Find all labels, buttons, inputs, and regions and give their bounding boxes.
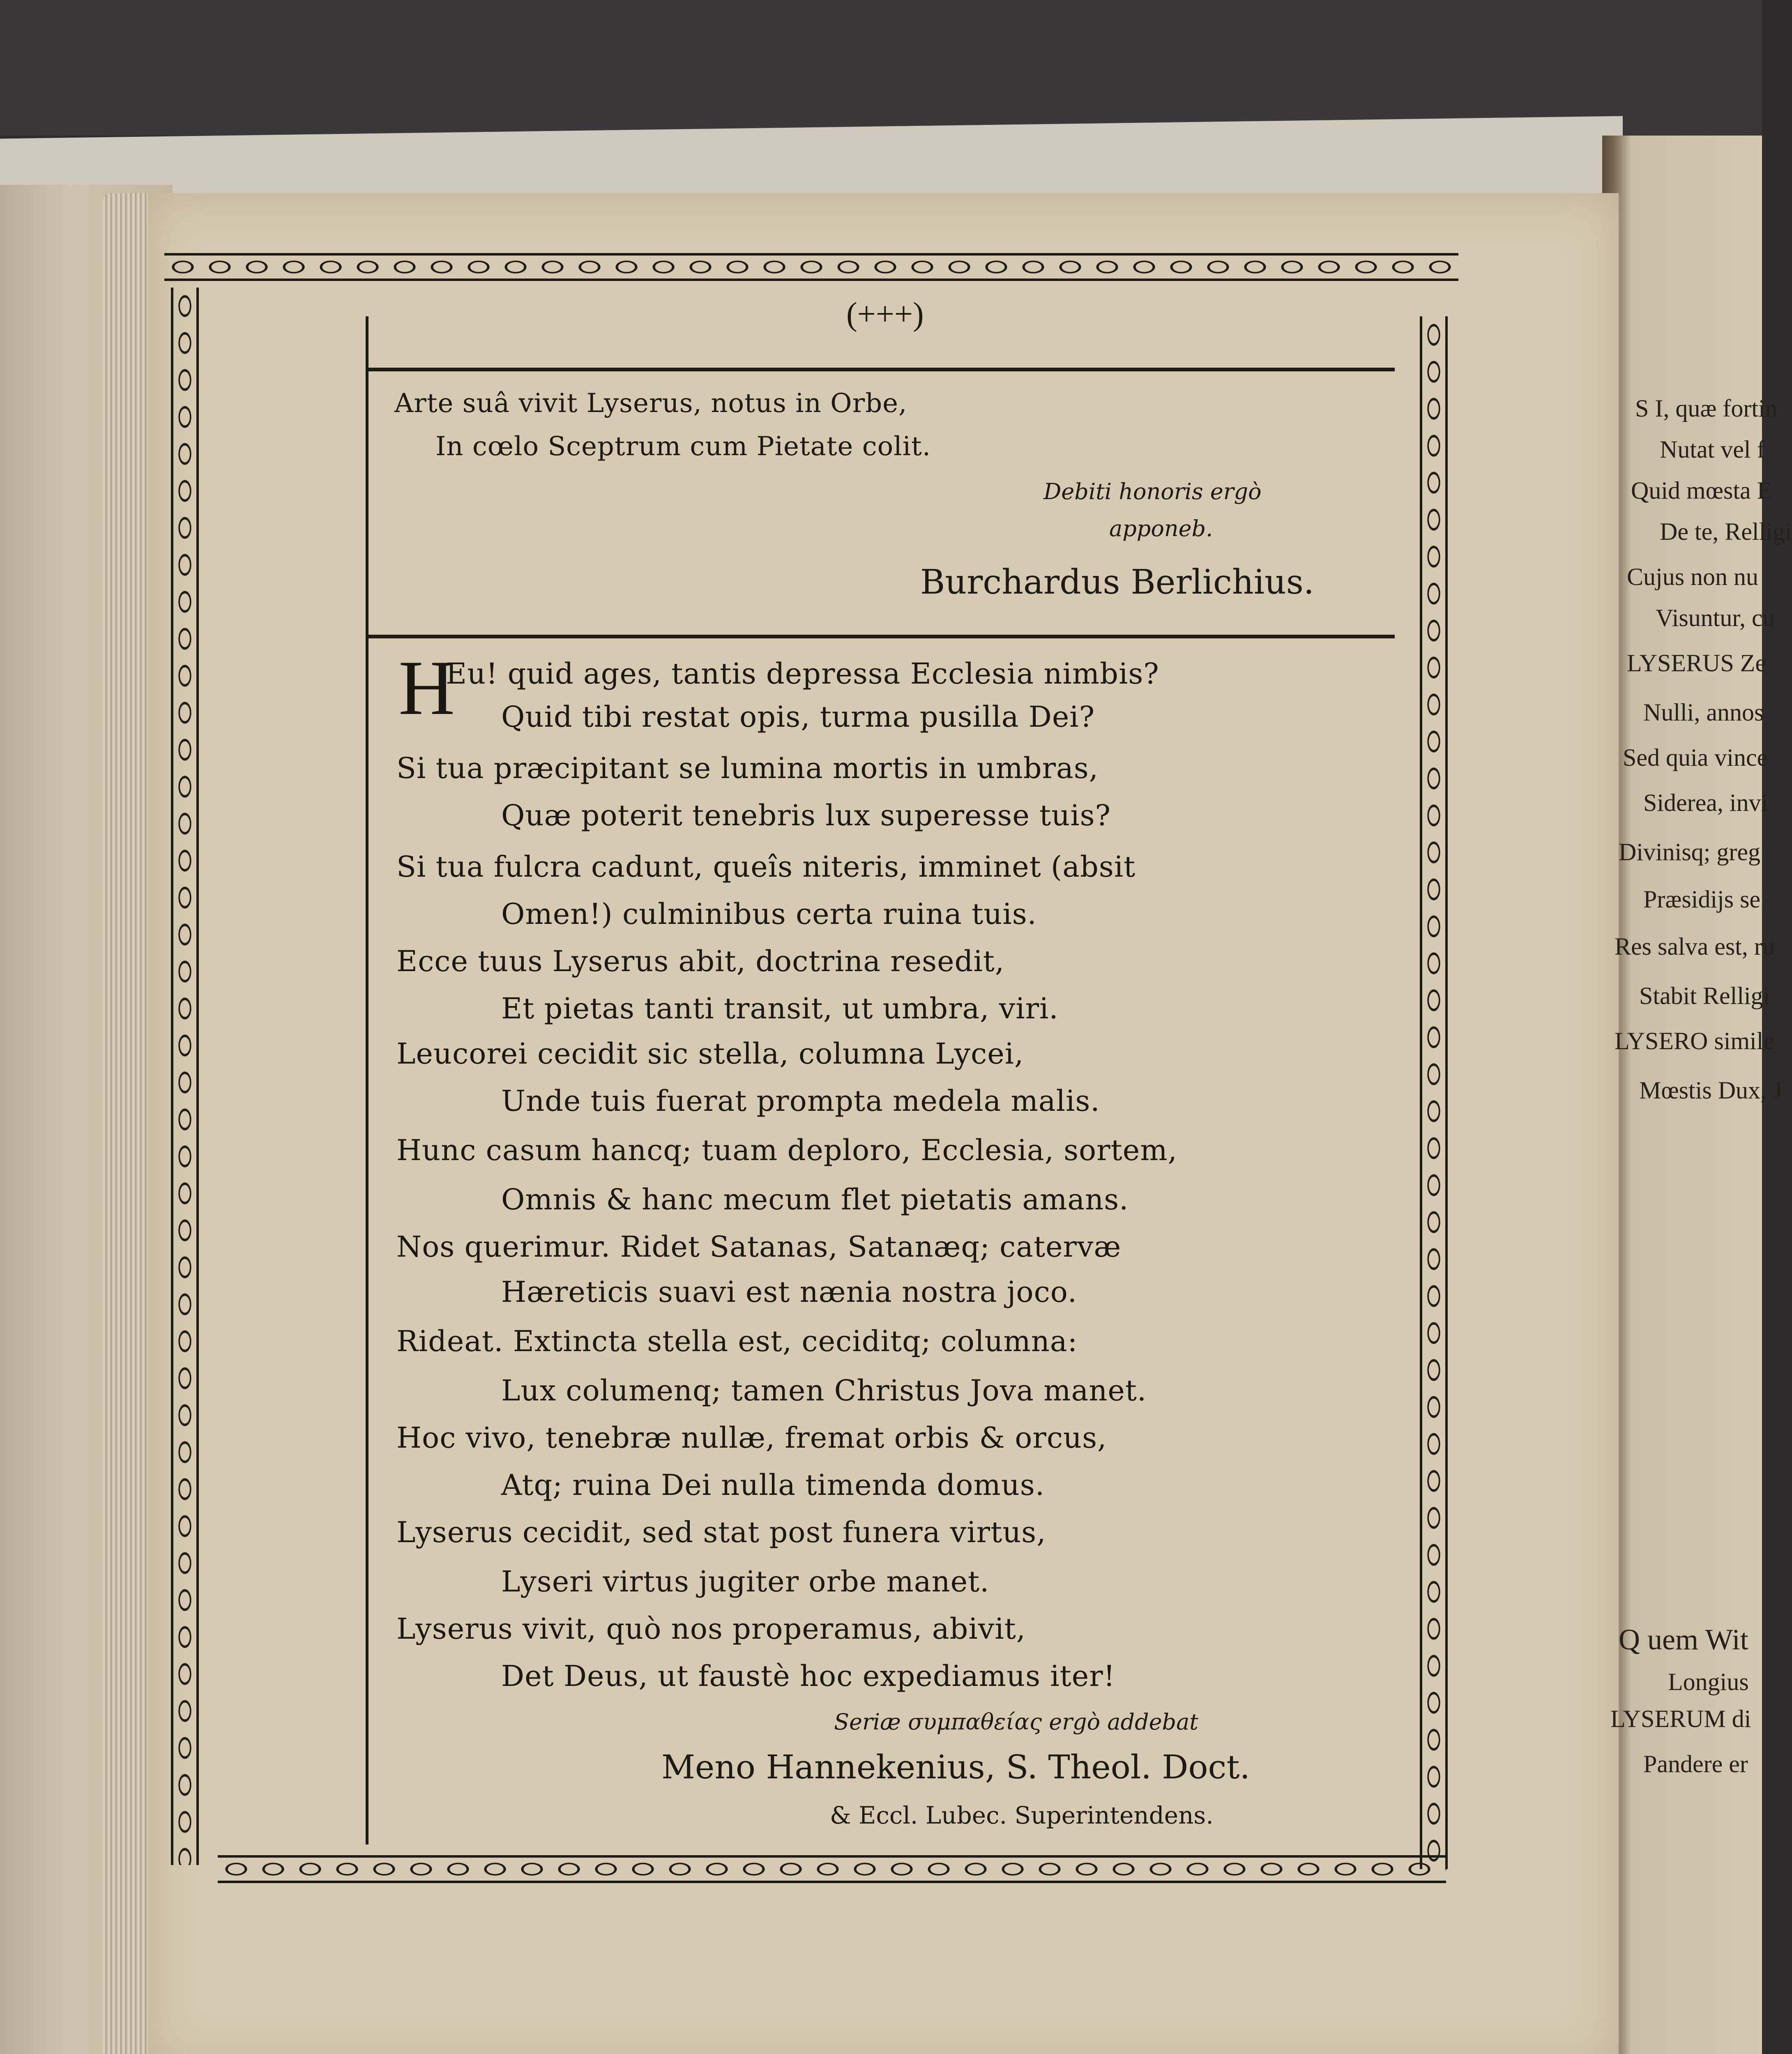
poem-line: Ecce tuus Lyserus abit, doctrina resedit, bbox=[396, 944, 1005, 978]
poem-line: Hoc vivo, tenebræ nullæ, fremat orbis & orcus, bbox=[396, 1421, 1107, 1455]
main-dedication: Seriæ συμπαθείας ergò addebat bbox=[834, 1709, 1198, 1735]
dark-backdrop bbox=[0, 0, 1762, 136]
main-author: Meno Hannekenius, S. Theol. Doct. bbox=[661, 1748, 1250, 1786]
right-page-line: Sed quia vince bbox=[1623, 744, 1768, 771]
right-page-line: Præsidijs se bbox=[1643, 886, 1761, 913]
right-page-line: Pandere er bbox=[1643, 1750, 1748, 1778]
top-dedication-2: apponeb. bbox=[1109, 516, 1213, 541]
right-page-line: LYSERUS Ze bbox=[1627, 649, 1766, 677]
poem-line: Lux columenq; tamen Christus Jova manet. bbox=[501, 1374, 1147, 1407]
right-page-line: Stabit Relligi bbox=[1639, 982, 1770, 1009]
poem-line: Si tua fulcra cadunt, queîs niteris, imminet (absit bbox=[396, 850, 1136, 884]
poem-line: Et pietas tanti transit, ut umbra, viri. bbox=[501, 992, 1059, 1025]
top-rule bbox=[368, 368, 1395, 371]
mid-rule bbox=[368, 635, 1395, 638]
poem-line: Hunc casum hancq; tuam deploro, Ecclesia, sortem, bbox=[396, 1133, 1177, 1167]
right-page-line: Nulli, annos bbox=[1643, 699, 1764, 726]
ornament-left bbox=[168, 288, 201, 1865]
right-page-line: LYSERUM di bbox=[1610, 1705, 1751, 1732]
top-poem-line-2: In cœlo Sceptrum cum Pietate colit. bbox=[435, 431, 931, 462]
poem-line: Det Deus, ut faustè hoc expediamus iter! bbox=[501, 1659, 1115, 1693]
right-page-line: Nutat vel f bbox=[1660, 436, 1765, 463]
poem-line: Quæ poterit tenebris lux superesse tuis? bbox=[501, 799, 1111, 832]
poem-line: Quid tibi restat opis, turma pusilla Dei? bbox=[501, 700, 1095, 734]
poem-line: Nos querimur. Ridet Satanas, Satanæq; catervæ bbox=[396, 1230, 1122, 1264]
right-page-line: Visuntur, cu bbox=[1656, 604, 1775, 631]
poem-line: Lyserus vivit, quò nos properamus, abivit, bbox=[396, 1612, 1026, 1646]
poem-line: Lyserus cecidit, sed stat post funera virtus, bbox=[396, 1515, 1046, 1549]
poem-line: Lyseri virtus jugiter orbe manet. bbox=[501, 1565, 990, 1598]
right-page-line: Siderea, invi bbox=[1643, 789, 1768, 816]
poem-line: Atq; ruina Dei nulla timenda domus. bbox=[501, 1468, 1045, 1502]
poem-line: Rideat. Extincta stella est, ceciditq; columna: bbox=[396, 1324, 1078, 1358]
right-page-line: De te, Relligi bbox=[1660, 518, 1792, 545]
right-page-line: S I, quæ fortin bbox=[1635, 395, 1778, 422]
right-page-line: Mœstis Dux, J bbox=[1639, 1077, 1783, 1104]
top-dedication: Debiti honoris ergò bbox=[1043, 479, 1262, 504]
right-page-line: Divinisq; greg bbox=[1619, 838, 1760, 866]
poem-line: Omnis & hanc mecum flet pietatis amans. bbox=[501, 1183, 1129, 1216]
right-page-line: Quid mœsta E bbox=[1631, 477, 1772, 504]
right-page-line: Longius bbox=[1668, 1668, 1749, 1695]
ornament-top bbox=[164, 251, 1458, 283]
poem-line: Unde tuis fuerat prompta medela malis. bbox=[501, 1084, 1100, 1118]
poem-line: Leucorei cecidit sic stella, columna Lycei, bbox=[396, 1037, 1024, 1071]
poem-line: Hæreticis suavi est nænia nostra joco. bbox=[501, 1275, 1077, 1309]
poem-line: Omen!) culminibus certa ruina tuis. bbox=[501, 897, 1037, 931]
right-page-line: Q uem Wit bbox=[1619, 1623, 1748, 1656]
poem-line: Eu! quid ages, tantis depressa Ecclesia nimbis? bbox=[446, 657, 1159, 691]
poem-line: Si tua præcipitant se lumina mortis in umbras, bbox=[396, 751, 1099, 785]
ornament-right bbox=[1417, 316, 1450, 1869]
top-poem-line-1: Arte suâ vivit Lyserus, notus in Orbe, bbox=[394, 388, 908, 419]
right-page-line: Cujus non nu bbox=[1627, 563, 1759, 590]
inner-left-rule bbox=[366, 316, 369, 1844]
drop-cap: H bbox=[398, 645, 455, 731]
top-author: Burchardus Berlichius. bbox=[920, 563, 1314, 602]
ornament-bottom bbox=[218, 1853, 1446, 1886]
right-page-line: Res salva est, ru bbox=[1615, 933, 1775, 960]
main-author-title: & Eccl. Lubec. Superintendens. bbox=[830, 1801, 1214, 1829]
right-page-line: LYSERO simile bbox=[1615, 1027, 1775, 1055]
signature-mark: (+++) bbox=[846, 296, 924, 332]
